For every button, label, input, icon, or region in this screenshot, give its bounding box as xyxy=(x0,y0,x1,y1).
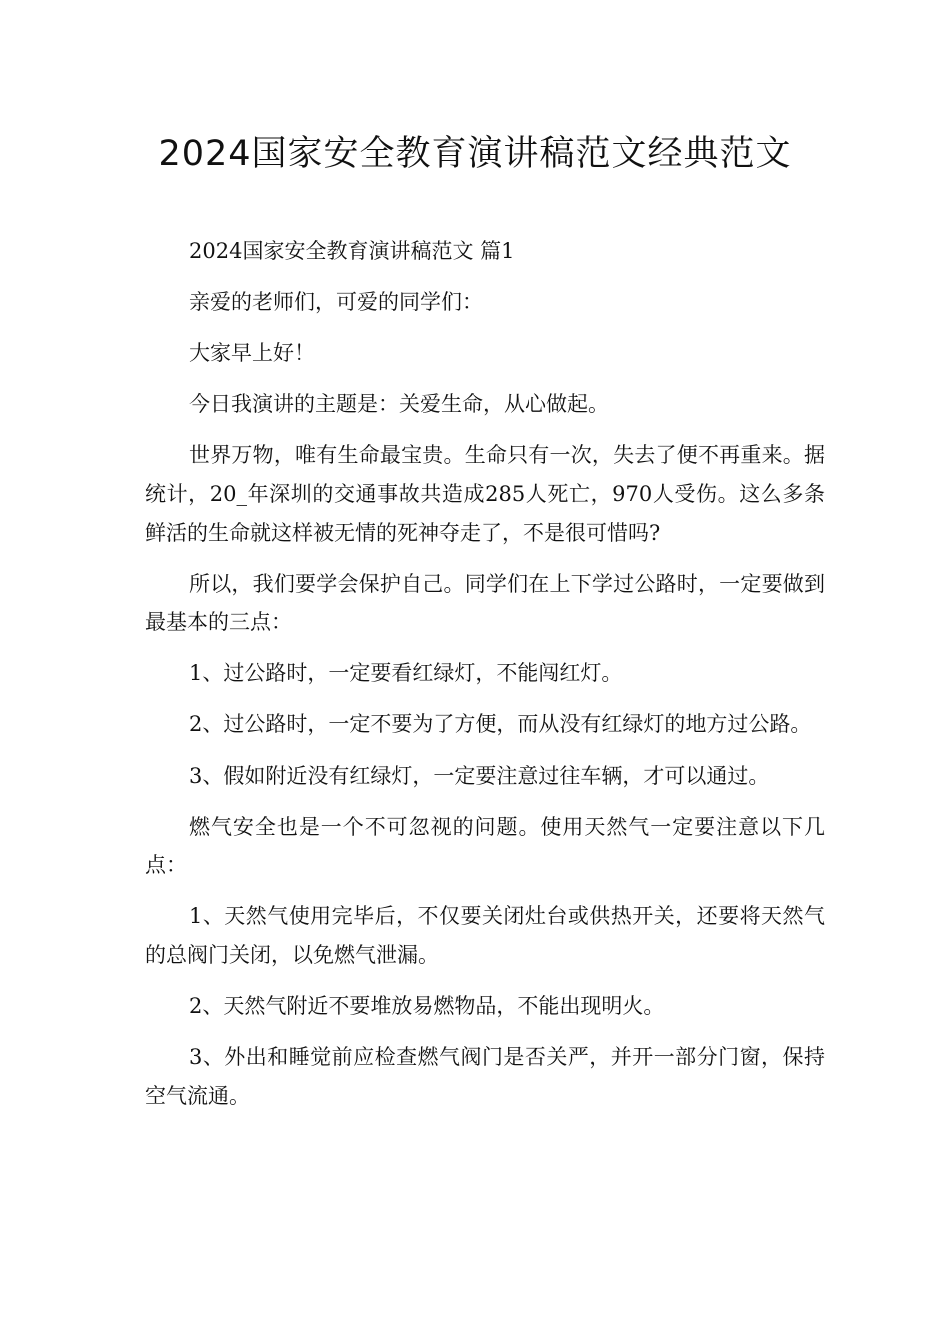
list-item: 2、天然气附近不要堆放易燃物品，不能出现明火。 xyxy=(189,994,665,1018)
paragraph: 今日我演讲的主题是：关爱生命，从心做起。 xyxy=(189,392,609,417)
list-item: 2、过公路时，一定不要为了方便，而从没有红绿灯的地方过公路。 xyxy=(189,712,812,737)
paragraph: 世界万物，唯有生命最宝贵。生命只有一次，失去了便不再重来。据统计，20_年深圳的交通事故共造成285人死亡，970人受伤。这么多条鲜活的生命就这样被无情的死神夺走了，不是很可惜吗? xyxy=(145,443,825,545)
list-item: 1、过公路时，一定要看红绿灯，不能闯红灯。 xyxy=(189,661,623,686)
greeting: 大家早上好！ xyxy=(189,341,315,366)
paragraph: 燃气安全也是一个不可忽视的问题。使用天然气一定要注意以下几点： xyxy=(145,814,825,878)
list-item: 3、外出和睡觉前应检查燃气阀门是否关严，并开一部分门窗，保持空气流通。 xyxy=(145,1045,825,1108)
section-heading: 2024国家安全教育演讲稿范文 篇1 xyxy=(189,239,515,263)
document-title: 2024国家安全教育演讲稿范文经典范文 xyxy=(158,134,792,174)
document-body xyxy=(145,232,825,1128)
list-item: 1、天然气使用完毕后，不仅要关闭灶台或供热开关，还要将天然气的总阀门关闭，以免燃气泄漏。 xyxy=(145,904,825,967)
list-item: 3、假如附近没有红绿灯，一定要注意过往车辆，才可以通过。 xyxy=(189,763,770,788)
paragraph: 所以，我们要学会保护自己。同学们在上下学过公路时，一定要做到最基本的三点： xyxy=(145,571,825,635)
salutation: 亲爱的老师们，可爱的同学们： xyxy=(189,290,483,315)
